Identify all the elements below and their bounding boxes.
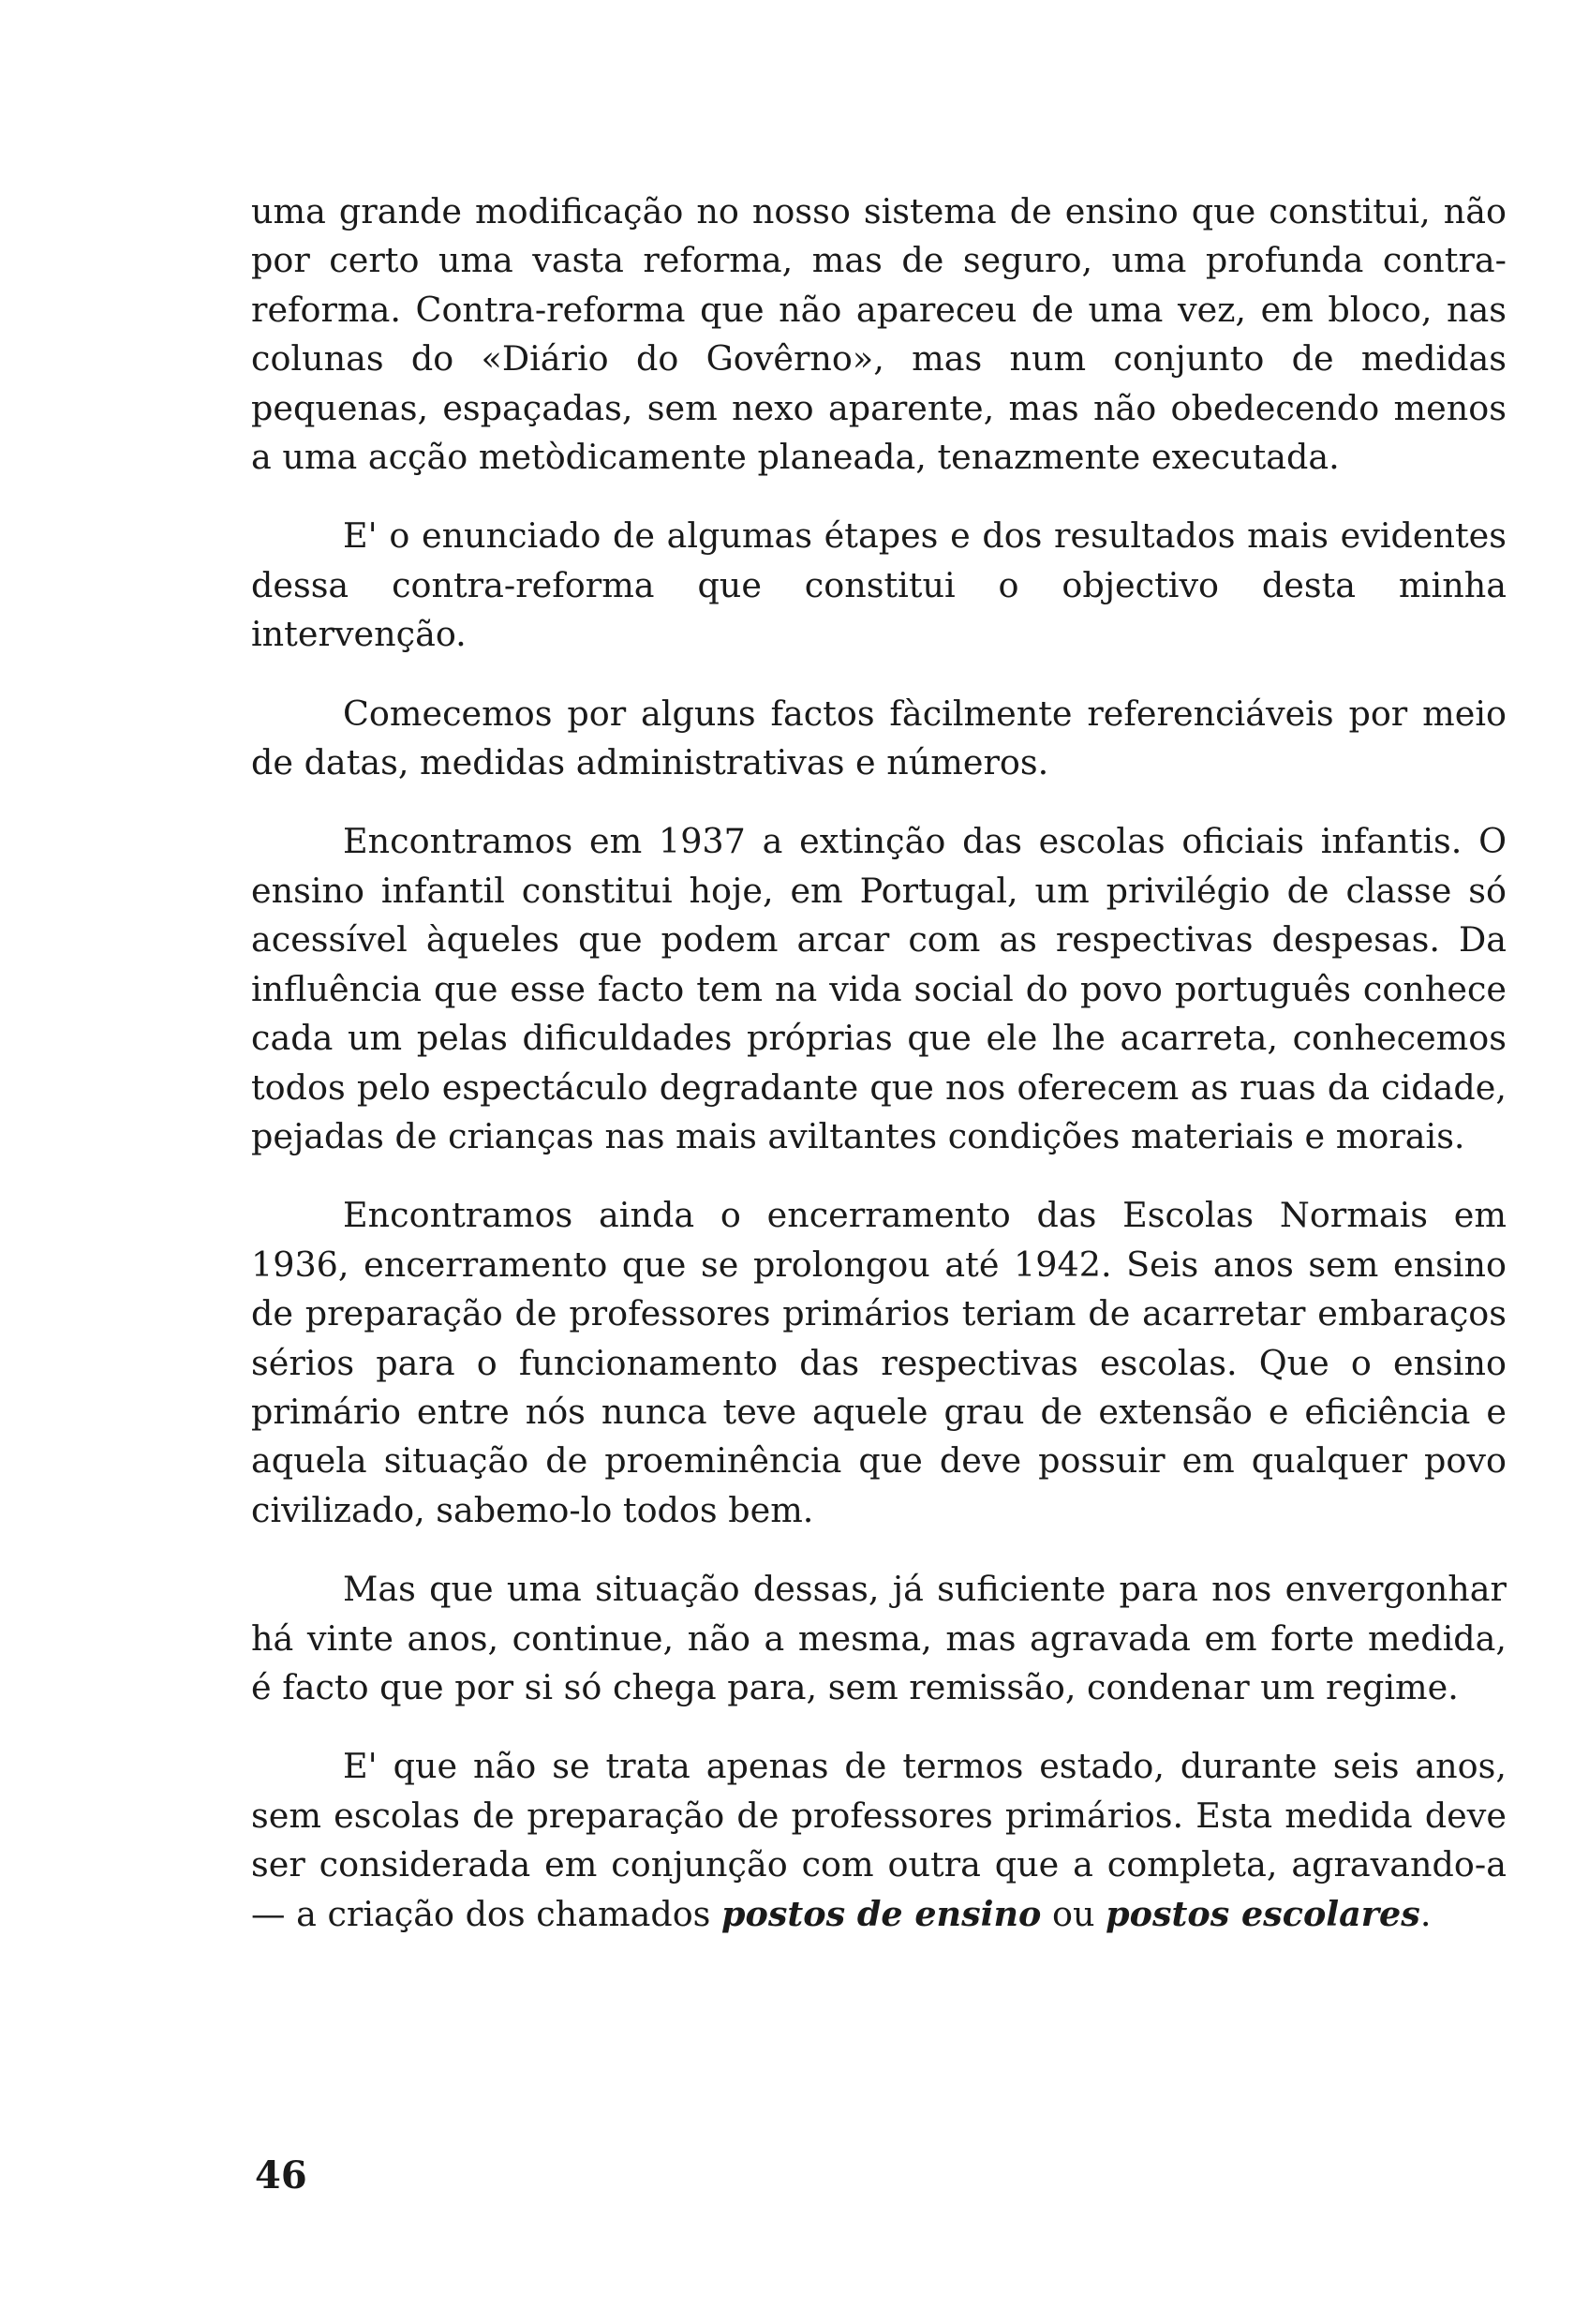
paragraph-3: Comecemos por alguns factos fàcilmente referenciáveis por meio de datas, medidas administrativas e números.: [251, 693, 1507, 783]
paragraph-6: Mas que uma situação dessas, já suficiente para nos envergonhar há vinte anos, continue, não a mesma, mas agravada em forte medida, é facto que por si só chega para, sem remissão, condenar um regime.: [251, 1569, 1507, 1707]
paragraph-7-text-after: .: [1419, 1893, 1432, 1934]
paragraph-7: [251, 1742, 1507, 1939]
emphasis-postos-de-ensino: postos de ensino: [721, 1893, 1042, 1934]
paragraph-7-text-middle: ou: [1041, 1893, 1106, 1934]
emphasis-postos-escolares: postos escolares: [1106, 1893, 1420, 1934]
page-number: 46: [255, 2153, 307, 2197]
paragraph-5: Encontramos ainda o encerramento das Escolas Normais em 1936, encerramento que se prolongou até 1942. Seis anos sem ensino de preparação de professores primários teriam de acarretar embaraços sérios para o funcionamento das respectivas escolas. Que o ensino primário entre nós nunca teve aquele grau de extensão e eficiência e aquela situação de proeminência que deve possuir em qualquer povo civilizado, sabemo-lo todos bem.: [251, 1195, 1507, 1530]
page-body: [251, 187, 1507, 1939]
paragraph-4: Encontramos em 1937 a extinção das escolas oficiais infantis. O ensino infantil constitui hoje, em Portugal, um privilégio de classe só acessível àqueles que podem arcar com as respectivas despesas. Da influência que esse facto tem na vida social do povo português conhece cada um pelas dificuldades próprias que ele lhe acarreta, conhecemos todos pelo espectáculo degradante que nos oferecem as ruas da cidade, pejadas de crianças nas mais aviltantes condições materiais e morais.: [251, 821, 1507, 1156]
paragraph-7-text-before: E' que não se trata apenas de termos estado, durante seis anos, sem escolas de preparação de professores primários. Esta medida deve ser considerada em conjunção com outra que a completa, agravando-a — a criação dos chamados: [251, 1746, 1507, 1934]
paragraph-2: E' o enunciado de algumas étapes e dos resultados mais evidentes dessa contra-reforma que constitui o objectivo desta minha intervenção.: [251, 515, 1507, 655]
paragraph-1: uma grande modificação no nosso sistema de ensino que constitui, não por certo uma vasta reforma, mas de seguro, uma profunda contra-reforma. Contra-reforma que não apareceu de uma vez, em bloco, nas colunas do «Diário do Govêrno», mas num conjunto de medidas pequenas, espaçadas, sem nexo aparente, mas não obedecendo menos a uma acção metòdicamente planeada, tenazmente executada.: [251, 191, 1507, 478]
